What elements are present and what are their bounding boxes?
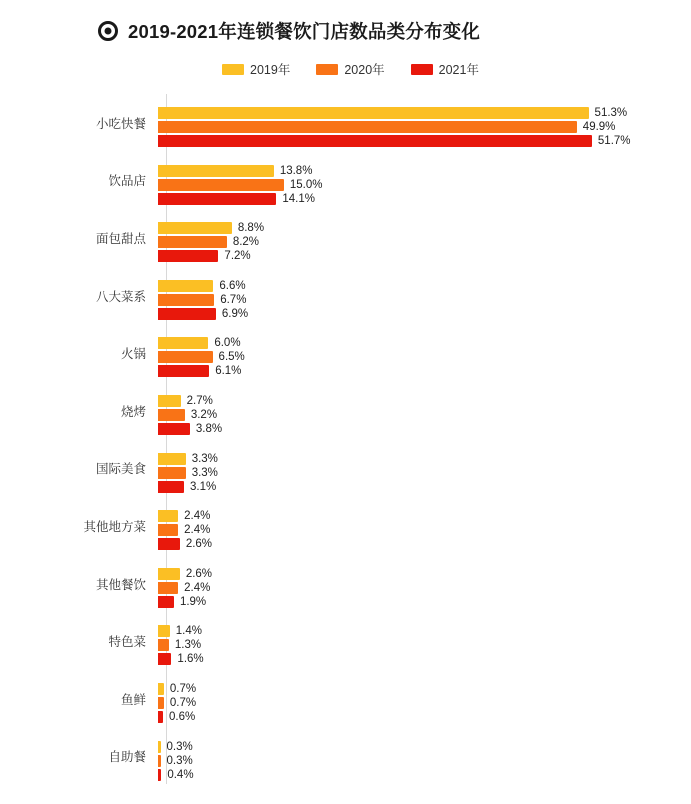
chart-category-group <box>0 440 691 498</box>
bar[interactable] <box>158 741 161 753</box>
category-label: 自助餐 <box>108 750 146 765</box>
bar[interactable] <box>158 639 169 651</box>
bar-value-label: 3.2% <box>190 408 218 421</box>
bar-value-label: 2.6% <box>185 567 213 580</box>
category-bars <box>158 728 691 786</box>
bar-row <box>158 453 218 465</box>
bar[interactable] <box>158 280 213 292</box>
bar[interactable] <box>158 697 164 709</box>
bar-row <box>158 683 196 695</box>
bar-value-label: 1.3% <box>174 639 202 652</box>
chart-legend <box>0 60 691 78</box>
bar[interactable] <box>158 568 180 580</box>
bar-row <box>158 481 216 493</box>
bar[interactable] <box>158 107 589 119</box>
category-label: 其他餐饮 <box>95 577 146 592</box>
category-bars <box>158 670 691 728</box>
bar[interactable] <box>158 135 592 147</box>
bar-row <box>158 351 245 363</box>
bar[interactable] <box>158 294 214 306</box>
bar-row <box>158 294 246 306</box>
bar-value-label: 2.4% <box>184 581 211 594</box>
bar-value-label: 0.6% <box>169 710 196 723</box>
bar[interactable] <box>158 193 276 205</box>
bar[interactable] <box>158 423 190 435</box>
bar-row <box>158 741 193 753</box>
bar-value-label: 1.9% <box>179 595 207 608</box>
category-bars <box>158 382 691 440</box>
legend-label: 2020年 <box>344 63 385 77</box>
chart-category-group <box>0 612 691 670</box>
bar-row <box>158 280 246 292</box>
chart-category-group <box>0 94 691 152</box>
bar-value-label: 3.3% <box>191 466 218 479</box>
bar[interactable] <box>158 653 171 665</box>
bar-value-label: 3.3% <box>191 452 218 465</box>
category-bars <box>158 612 691 670</box>
bar-value-label: 3.8% <box>195 422 223 435</box>
bar-value-label: 1.4% <box>175 625 202 638</box>
category-label: 烧烤 <box>120 404 146 419</box>
category-label: 其他地方菜 <box>83 519 146 534</box>
bar-value-label: 6.5% <box>218 351 245 364</box>
target-bullet-icon <box>98 21 118 41</box>
legend-swatch-icon <box>411 64 433 75</box>
bar[interactable] <box>158 222 232 234</box>
category-bars <box>158 94 691 152</box>
chart-category-group <box>0 555 691 613</box>
page-title: 2019-2021年连锁餐饮门店数品类分布变化 <box>128 21 481 42</box>
bar-value-label: 2.7% <box>186 394 213 407</box>
bar-row <box>158 596 206 608</box>
chart-category-group <box>0 670 691 728</box>
bar-value-label: 2.4% <box>184 524 211 537</box>
bar-value-label: 0.7% <box>169 682 197 695</box>
category-label: 面包甜点 <box>95 231 146 246</box>
bar[interactable] <box>158 538 180 550</box>
bar[interactable] <box>158 409 185 421</box>
chart-category-group <box>0 209 691 267</box>
category-label: 特色菜 <box>108 635 146 650</box>
bar[interactable] <box>158 683 164 695</box>
bar-value-label: 6.6% <box>219 279 246 292</box>
bar-row <box>158 135 631 147</box>
category-label: 火锅 <box>120 347 146 362</box>
bar-value-label: 3.1% <box>190 480 217 493</box>
bar-row <box>158 107 627 119</box>
bar[interactable] <box>158 596 174 608</box>
bar-value-label: 15.0% <box>289 178 323 191</box>
bar[interactable] <box>158 121 577 133</box>
bar-value-label: 14.1% <box>282 192 315 205</box>
category-bars <box>158 267 691 325</box>
bar-value-label: 51.7% <box>597 135 631 147</box>
chart-header <box>0 0 691 44</box>
chart-category-group <box>0 382 691 440</box>
bar[interactable] <box>158 236 227 248</box>
bar[interactable] <box>158 179 284 191</box>
bar-row <box>158 711 195 723</box>
bar-value-label: 13.8% <box>279 164 313 177</box>
legend-item[interactable] <box>316 60 384 78</box>
bar[interactable] <box>158 250 218 262</box>
bar-row <box>158 395 213 407</box>
chart-plot-area <box>0 94 691 784</box>
category-label: 鱼鲜 <box>120 692 146 707</box>
chart-category-group <box>0 728 691 786</box>
bar-value-label: 0.4% <box>167 768 194 781</box>
bar-row <box>158 697 196 709</box>
category-bars <box>158 555 691 613</box>
legend-swatch-icon <box>316 64 338 75</box>
chart-category-group <box>0 267 691 325</box>
bar[interactable] <box>158 453 186 465</box>
bar-row <box>158 625 202 637</box>
chart-category-group <box>0 152 691 210</box>
bar-value-label: 8.8% <box>237 222 265 235</box>
bar[interactable] <box>158 524 178 536</box>
bar-value-label: 1.6% <box>177 653 204 666</box>
bar-value-label: 6.7% <box>220 293 247 306</box>
bar-value-label: 0.7% <box>169 696 197 709</box>
bar[interactable] <box>158 337 208 349</box>
bar[interactable] <box>158 582 178 594</box>
bar-row <box>158 423 222 435</box>
bar[interactable] <box>158 308 216 320</box>
bar-row <box>158 222 264 234</box>
bar-row <box>158 365 241 377</box>
legend-swatch-icon <box>222 64 244 75</box>
bar-row <box>158 308 248 320</box>
category-bars <box>158 440 691 498</box>
bar-row <box>158 639 201 651</box>
bar-row <box>158 769 194 781</box>
bar-value-label: 6.9% <box>221 307 249 320</box>
bar-value-label: 6.0% <box>214 337 241 350</box>
legend-label: 2021年 <box>438 63 479 77</box>
category-bars <box>158 497 691 555</box>
bar-row <box>158 250 251 262</box>
bar[interactable] <box>158 365 209 377</box>
bar-row <box>158 538 212 550</box>
bar-row <box>158 568 212 580</box>
bar-value-label: 2.6% <box>185 538 213 551</box>
bar-row <box>158 524 210 536</box>
bar-row <box>158 121 615 133</box>
bar-row <box>158 510 210 522</box>
bar-row <box>158 179 323 191</box>
bar[interactable] <box>158 165 274 177</box>
bar[interactable] <box>158 351 213 363</box>
bar[interactable] <box>158 711 163 723</box>
category-bars <box>158 324 691 382</box>
bar-row <box>158 236 259 248</box>
bar[interactable] <box>158 395 181 407</box>
bar[interactable] <box>158 510 178 522</box>
bar-value-label: 51.3% <box>594 107 628 119</box>
bar-row <box>158 755 193 767</box>
bar[interactable] <box>158 467 186 479</box>
legend-item[interactable] <box>411 60 479 78</box>
bar-row <box>158 582 210 594</box>
bar-value-label: 49.9% <box>582 121 616 133</box>
category-label: 国际美食 <box>95 462 146 477</box>
bar-row <box>158 467 218 479</box>
bar-row <box>158 409 217 421</box>
bar-value-label: 0.3% <box>166 740 193 753</box>
bar[interactable] <box>158 769 161 781</box>
bar-row <box>158 193 315 205</box>
category-label: 小吃快餐 <box>95 116 146 131</box>
bar[interactable] <box>158 481 184 493</box>
chart-category-group <box>0 324 691 382</box>
bar-value-label: 6.1% <box>215 365 242 378</box>
bar-value-label: 7.2% <box>224 250 251 263</box>
category-bars <box>158 209 691 267</box>
bar-value-label: 2.4% <box>184 510 211 523</box>
bar-row <box>158 165 312 177</box>
legend-label: 2019年 <box>250 63 291 77</box>
bar-value-label: 0.3% <box>166 754 193 767</box>
bar-value-label: 8.2% <box>232 236 260 249</box>
bar[interactable] <box>158 625 170 637</box>
bar-row <box>158 653 204 665</box>
category-label: 八大菜系 <box>95 289 146 304</box>
category-bars <box>158 152 691 210</box>
chart-category-group <box>0 497 691 555</box>
category-label: 饮品店 <box>108 174 146 189</box>
bar-row <box>158 337 241 349</box>
legend-item[interactable] <box>222 60 290 78</box>
bar[interactable] <box>158 755 161 767</box>
